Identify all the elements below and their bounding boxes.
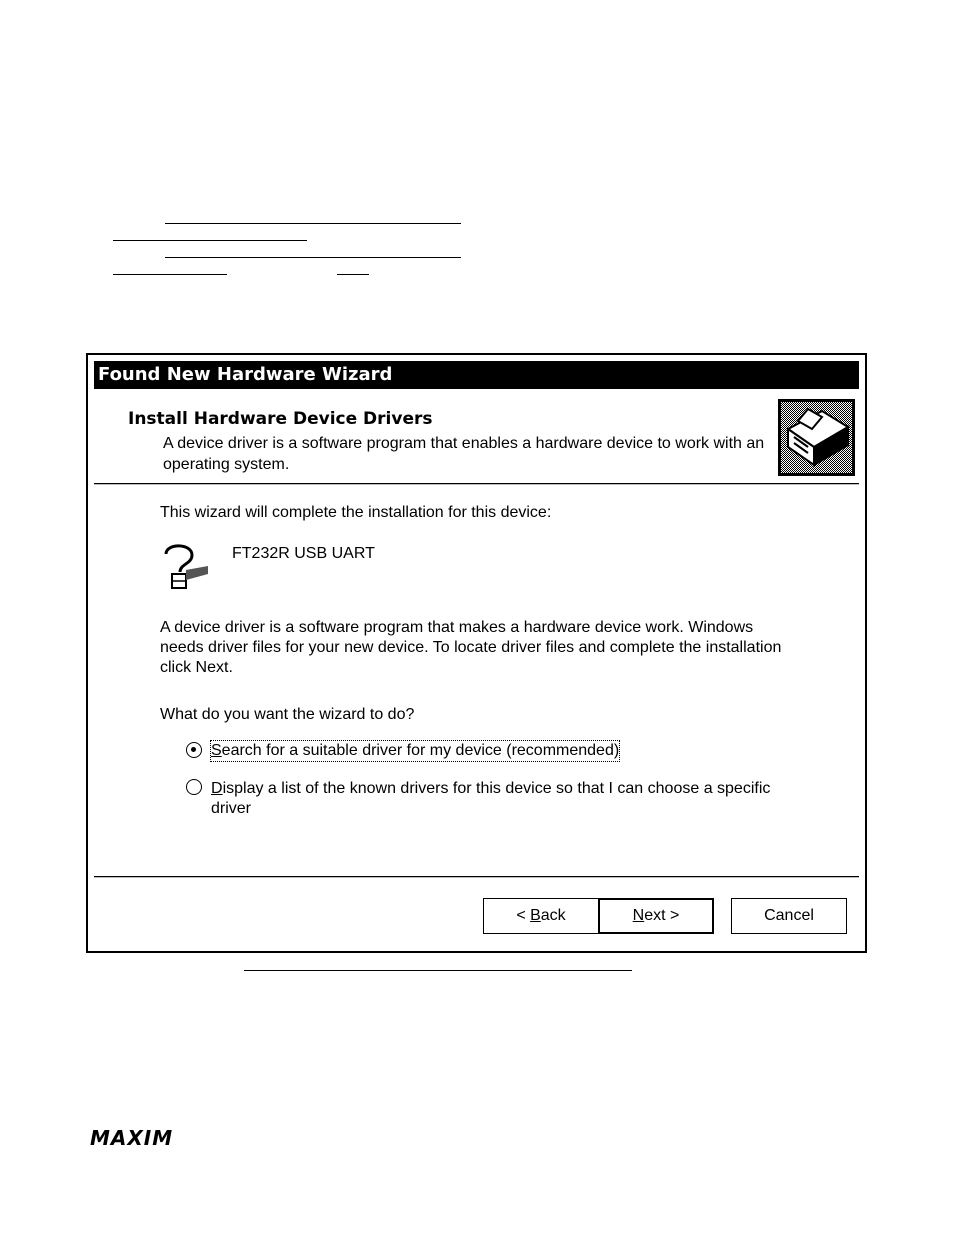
radio-selected-dot — [191, 747, 196, 752]
page-rule-2 — [113, 240, 307, 241]
option-text: isplay a list of the known drivers for this device so that I can choose a specific driver — [211, 780, 771, 817]
accelerator-key: S — [211, 742, 222, 759]
question-mark-device-icon — [158, 540, 214, 592]
page-rule-4 — [113, 274, 227, 275]
button-text: ack — [540, 907, 566, 924]
button-prefix: < — [516, 907, 531, 924]
found-new-hardware-wizard — [86, 353, 867, 953]
footer-separator — [94, 876, 859, 878]
header-separator — [94, 483, 859, 485]
window-title: Found New Hardware Wizard — [94, 361, 859, 389]
page-rule-5 — [337, 274, 369, 275]
header-description: A device driver is a software program that enables a hardware device to work with an operating system. — [163, 435, 765, 473]
search-driver-option-label[interactable] — [211, 741, 619, 761]
display-list-radio[interactable] — [186, 779, 202, 795]
header-title: Install Hardware Device Drivers — [128, 409, 433, 429]
back-button[interactable] — [483, 898, 599, 934]
intro-text: This wizard will complete the installation for this device: — [160, 504, 552, 521]
device-name: FT232R USB UART — [232, 545, 375, 562]
display-list-option-label[interactable] — [211, 779, 811, 819]
next-button[interactable] — [598, 898, 714, 934]
accelerator-key: D — [211, 780, 223, 797]
accelerator-key: B — [530, 907, 541, 924]
cancel-button[interactable]: Cancel — [731, 898, 847, 934]
accelerator-key: N — [632, 907, 645, 924]
hardware-card-icon — [778, 399, 855, 476]
page-rule-3 — [165, 257, 461, 258]
question-text: What do you want the wizard to do? — [160, 706, 415, 723]
explanation-text: A device driver is a software program that makes a hardware device work. Windows needs driver files for your new device. To locate driver files and complete the installation click Next. — [160, 619, 782, 676]
button-text: ext > — [644, 907, 680, 924]
page-rule-1 — [165, 223, 461, 224]
search-driver-radio[interactable] — [186, 742, 202, 758]
maxim-logo — [90, 1129, 200, 1152]
option-text: earch for a suitable driver for my device (recommended) — [221, 742, 620, 759]
page-rule-6 — [244, 970, 632, 971]
logo-text: MAXIM — [90, 1129, 174, 1147]
